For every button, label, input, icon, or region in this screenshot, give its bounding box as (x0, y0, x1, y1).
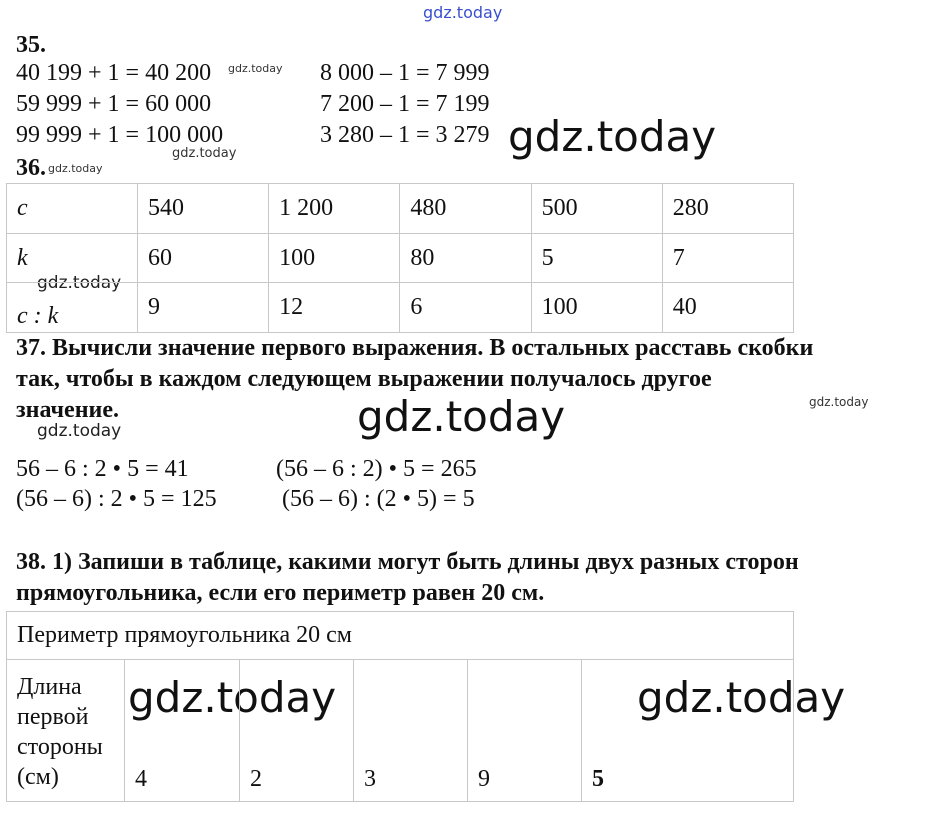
watermark-big-4: gdz.today (637, 673, 846, 722)
task-35-number: 35. (16, 32, 46, 58)
task-37-heading-3: значение. (16, 397, 120, 423)
row-label-c-div-k: c : k (7, 283, 138, 333)
table-cell: 280 (662, 184, 793, 234)
task-35-left-1: 40 199 + 1 = 40 200 (16, 60, 212, 86)
row-label-line: первой (17, 704, 89, 730)
table-cell: 7 (662, 234, 793, 283)
row-label-first-side (7, 660, 125, 802)
table-cell: 12 (269, 283, 400, 333)
table-cell: 540 (137, 184, 268, 234)
task-37-heading-1: 37. Вычисли значение первого выражения. В остальных расставь скобки (16, 335, 814, 361)
row-label-line: (см) (17, 764, 59, 790)
task-36-number: 36. (16, 155, 46, 181)
task-37-expr-2: (56 – 6 : 2) • 5 = 265 (276, 456, 477, 482)
table-row (7, 234, 794, 283)
table-cell: 4 (125, 660, 240, 802)
task-35-right-1: 8 000 – 1 = 7 999 (320, 60, 490, 86)
table-cell: 5 (531, 234, 662, 283)
table-cell: 1 200 (269, 184, 400, 234)
table-cell: 100 (531, 283, 662, 333)
table-cell: 3 (354, 660, 468, 802)
table-cell: 9 (468, 660, 582, 802)
task-35-left-2: 59 999 + 1 = 60 000 (16, 91, 212, 117)
watermark-big-2: gdz.today (357, 392, 566, 441)
table-cell: 80 (400, 234, 531, 283)
task-37-expr-3: (56 – 6) : 2 • 5 = 125 (16, 486, 217, 512)
task-38-table (6, 611, 794, 802)
watermark-small-4: gdz.today (809, 395, 869, 409)
watermark-mid-1: gdz.today (37, 273, 122, 293)
watermark-big-3: gdz.today (128, 673, 337, 722)
table-cell: 6 (400, 283, 531, 333)
table-cell: 2 (240, 660, 354, 802)
watermark-small-3: gdz.today (48, 162, 103, 175)
watermark-small-2: gdz.today (172, 146, 237, 161)
table-row (7, 660, 794, 802)
table-row (7, 612, 794, 660)
table-row (7, 184, 794, 234)
perimeter-title: Периметр прямоугольника 20 см (7, 612, 794, 660)
task-35-right-2: 7 200 – 1 = 7 199 (320, 91, 490, 117)
task-38-heading-1: 38. 1) Запиши в таблице, какими могут быть длины двух разных сторон (16, 549, 799, 575)
table-cell: 40 (662, 283, 793, 333)
task-35-left-3: 99 999 + 1 = 100 000 (16, 122, 224, 148)
task-35-right-3: 3 280 – 1 = 3 279 (320, 122, 490, 148)
watermark-small-1: gdz.today (228, 62, 283, 75)
watermark-mid-2: gdz.today (37, 421, 122, 441)
table-cell: 60 (137, 234, 268, 283)
task-36-table (6, 183, 794, 333)
task-37-heading-2: так, чтобы в каждом следующем выражении получалось другое (16, 366, 712, 392)
table-cell: 500 (531, 184, 662, 234)
watermark-big-1: gdz.today (508, 112, 717, 161)
table-cell: 100 (269, 234, 400, 283)
row-label-k: k (7, 234, 138, 283)
row-label-line: стороны (17, 734, 103, 760)
row-label-line: Длина (17, 674, 82, 700)
row-label-c: c (7, 184, 138, 234)
table-cell: 9 (137, 283, 268, 333)
watermark-top: gdz.today (423, 3, 503, 22)
table-row (7, 283, 794, 333)
table-cell: 5 (582, 660, 794, 802)
task-37-expr-1: 56 – 6 : 2 • 5 = 41 (16, 456, 189, 482)
table-cell: 480 (400, 184, 531, 234)
task-37-expr-4: (56 – 6) : (2 • 5) = 5 (282, 486, 475, 512)
task-38-heading-2: прямоугольника, если его периметр равен 20 см. (16, 580, 545, 606)
